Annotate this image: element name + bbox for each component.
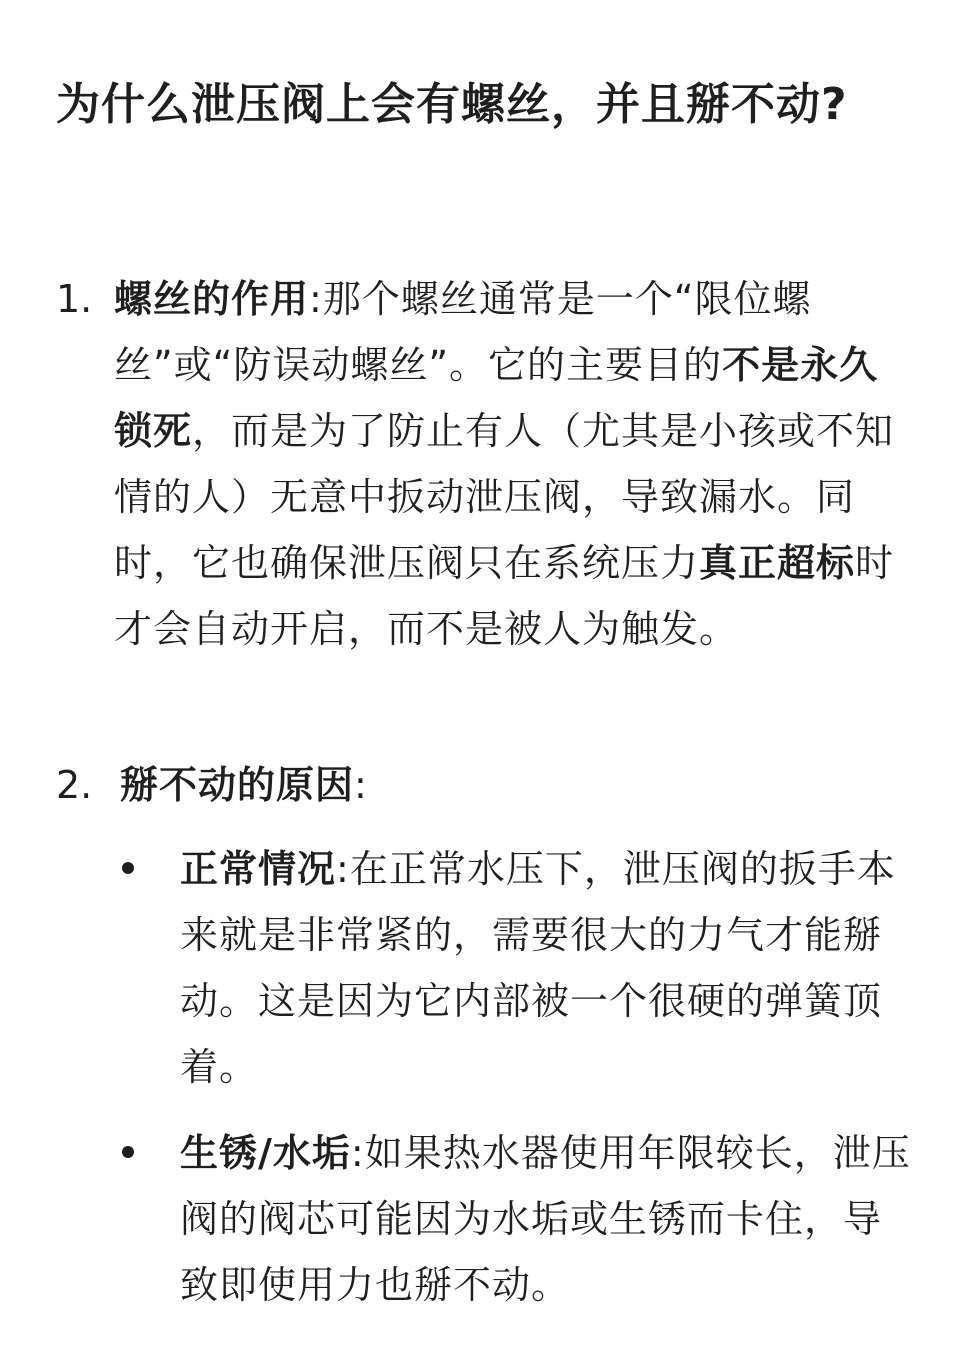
item-text: 时才会自动开启，而不是被人为触发。 [114,541,895,651]
item-heading: 螺丝的作用 [114,277,310,321]
list-item-body [120,752,912,818]
bullet-colon: : [336,847,350,891]
bullet-dot-icon [122,862,134,874]
list-number: 2. [56,763,93,807]
bullet-text: 如果热水器使用年限较长，泄压阀的阀芯可能因为水垢或生锈而卡住，导致即使用力也掰不动。 [180,1131,911,1307]
item-heading: 掰不动的原因 [120,763,355,807]
bullet-heading: 生锈/水垢 [180,1131,351,1175]
emphasis-text: 不是永久锁死 [114,343,879,453]
bullet-heading: 正常情况 [180,847,337,891]
bullet-body [180,1120,916,1318]
bullet-body [180,836,916,1100]
emphasis-text: 真正超标 [699,541,856,585]
item-colon: : [354,763,368,807]
bullet-dot-icon [122,1146,134,1158]
item-text: ，而是为了防止有人（尤其是小孩或不知情的人）无意中扳动泄压阀，导致漏水。同时，它也确保泄压阀只在系统压力 [114,409,895,585]
list-item-body [114,266,906,662]
item-colon: : [309,277,323,321]
list-number: 1. [56,277,93,321]
item-text: 那个螺丝通常是一个“限位螺丝”或“防误动螺丝”。它的主要目的 [114,277,812,387]
bullet-colon: : [350,1131,365,1175]
bullet-text: 在正常水压下，泄压阀的扳手本来就是非常紧的，需要很大的力气才能掰动。这是因为它内部被一个很硬的弹簧顶着。 [180,847,896,1089]
page-title: 为什么泄压阀上会有螺丝，并且掰不动? [56,79,848,130]
